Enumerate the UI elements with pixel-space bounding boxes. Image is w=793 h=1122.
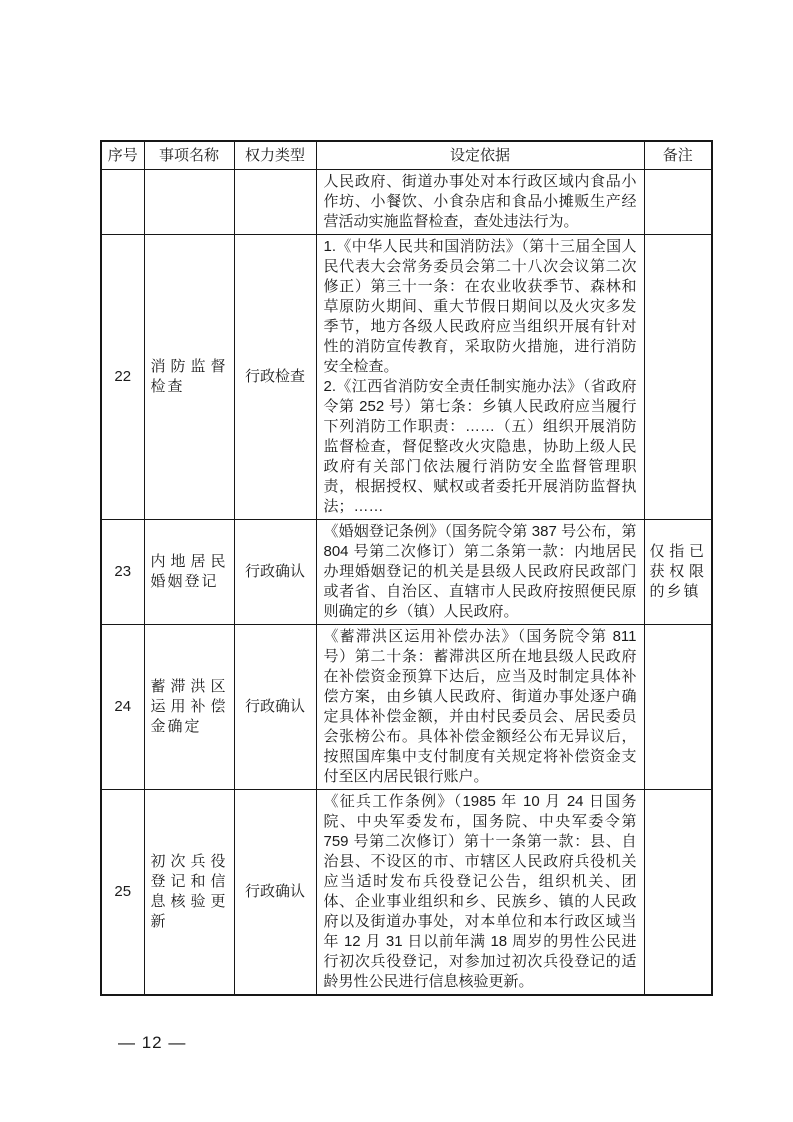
table-row-22: [101, 235, 712, 520]
basis-paragraph: 《蓄滞洪区运用补偿办法》（国务院令第 811 号）第二十条：蓄滞洪区所在地县级人民政府在补偿资金预算下达后，应当及时制定具体补偿方案，由乡镇人民政府、街道办事处逐户确定具体补偿金额，并由村民委员会、居民委员会张榜公布。具体补偿金额经公布无异议后，按照国库集中支付制度有关规定将补偿资金支付至区内居民银行账户。: [323, 628, 637, 785]
header-item-name: 事项名称: [144, 141, 234, 170]
note-cell: [644, 625, 712, 790]
basis-paragraph: 人民政府、街道办事处对本行政区域内食品小作坊、小餐饮、小食杂店和食品小摊贩生产经营活动实施监督检查，查处违法行为。: [323, 173, 637, 230]
note-cell: [644, 235, 712, 520]
table-row-25: [101, 790, 712, 996]
table-row-24: [101, 625, 712, 790]
basis-cell: [316, 625, 644, 790]
page-number: — 12 —: [118, 1033, 187, 1052]
power-type-cell: [234, 170, 316, 235]
basis-cell: [316, 790, 644, 996]
table-row-23: [101, 520, 712, 625]
basis-paragraph: 《征兵工作条例》（1985 年 10 月 24 日国务院、中央军委发布，国务院、中央军委令第 759 号第二次修订）第十一条第一款：县、自治县、不设区的市、市辖区人民政府兵役机关应当适时发布兵役登记公告，组织机关、团体、企业事业组织和乡、民族乡、镇的人民政府以及街道办事处，对本单位和本行政区域当年 12 月 31 日以前年满 18 周岁的男性公民进行初次兵役登记，对参加过初次兵役登记的适龄男性公民进行信息核验更新。: [323, 793, 637, 990]
power-type-cell: 行政确认: [234, 790, 316, 996]
basis-paragraph: 1.《中华人民共和国消防法》（第十三届全国人民代表大会常务委员会第二十八次会议第二次修正）第三十一条：在农业收获季节、森林和草原防火期间、重大节假日期间以及火灾多发季节，地方各级人民政府应当组织开展有针对性的消防宣传教育，采取防火措施，进行消防安全检查。: [323, 238, 637, 375]
item-name-cell: 消防监督检查: [144, 235, 234, 520]
power-type-cell: 行政检查: [234, 235, 316, 520]
header-power-type: 权力类型: [234, 141, 316, 170]
power-type-cell: 行政确认: [234, 520, 316, 625]
item-name-cell: [144, 170, 234, 235]
header-basis: 设定依据: [316, 141, 644, 170]
seq-cell: 22: [101, 235, 144, 520]
table-header-row: [101, 141, 712, 170]
basis-cell: [316, 520, 644, 625]
seq-cell: 25: [101, 790, 144, 996]
seq-cell: [101, 170, 144, 235]
basis-cell: [316, 170, 644, 235]
item-name-cell: 内地居民婚姻登记: [144, 520, 234, 625]
authority-items-table: [100, 140, 713, 996]
note-cell: 仅指已获权限的乡镇: [644, 520, 712, 625]
seq-cell: 24: [101, 625, 144, 790]
basis-paragraph: 2.《江西省消防安全责任制实施办法》（省政府令第 252 号）第七条：乡镇人民政府应当履行下列消防工作职责：……（五）组织开展消防监督检查，督促整改火灾隐患，协助上级人民政府有关部门依法履行消防安全监督管理职责，根据授权、赋权或者委托开展消防监督执法；……: [323, 378, 637, 515]
basis-paragraph: 《婚姻登记条例》（国务院令第 387 号公布，第 804 号第二次修订）第二条第一款：内地居民办理婚姻登记的机关是县级人民政府民政部门或者省、自治区、直辖市人民政府按照便民原则确定的乡（镇）人民政府。: [323, 523, 637, 620]
header-note: 备注: [644, 141, 712, 170]
note-cell: [644, 170, 712, 235]
header-seq: 序号: [101, 141, 144, 170]
power-type-cell: 行政确认: [234, 625, 316, 790]
table-row-continuation: [101, 170, 712, 235]
item-name-cell: 初次兵役登记和信息核验更新: [144, 790, 234, 996]
note-cell: [644, 790, 712, 996]
item-name-cell: 蓄滞洪区运用补偿金确定: [144, 625, 234, 790]
basis-cell: [316, 235, 644, 520]
seq-cell: 23: [101, 520, 144, 625]
